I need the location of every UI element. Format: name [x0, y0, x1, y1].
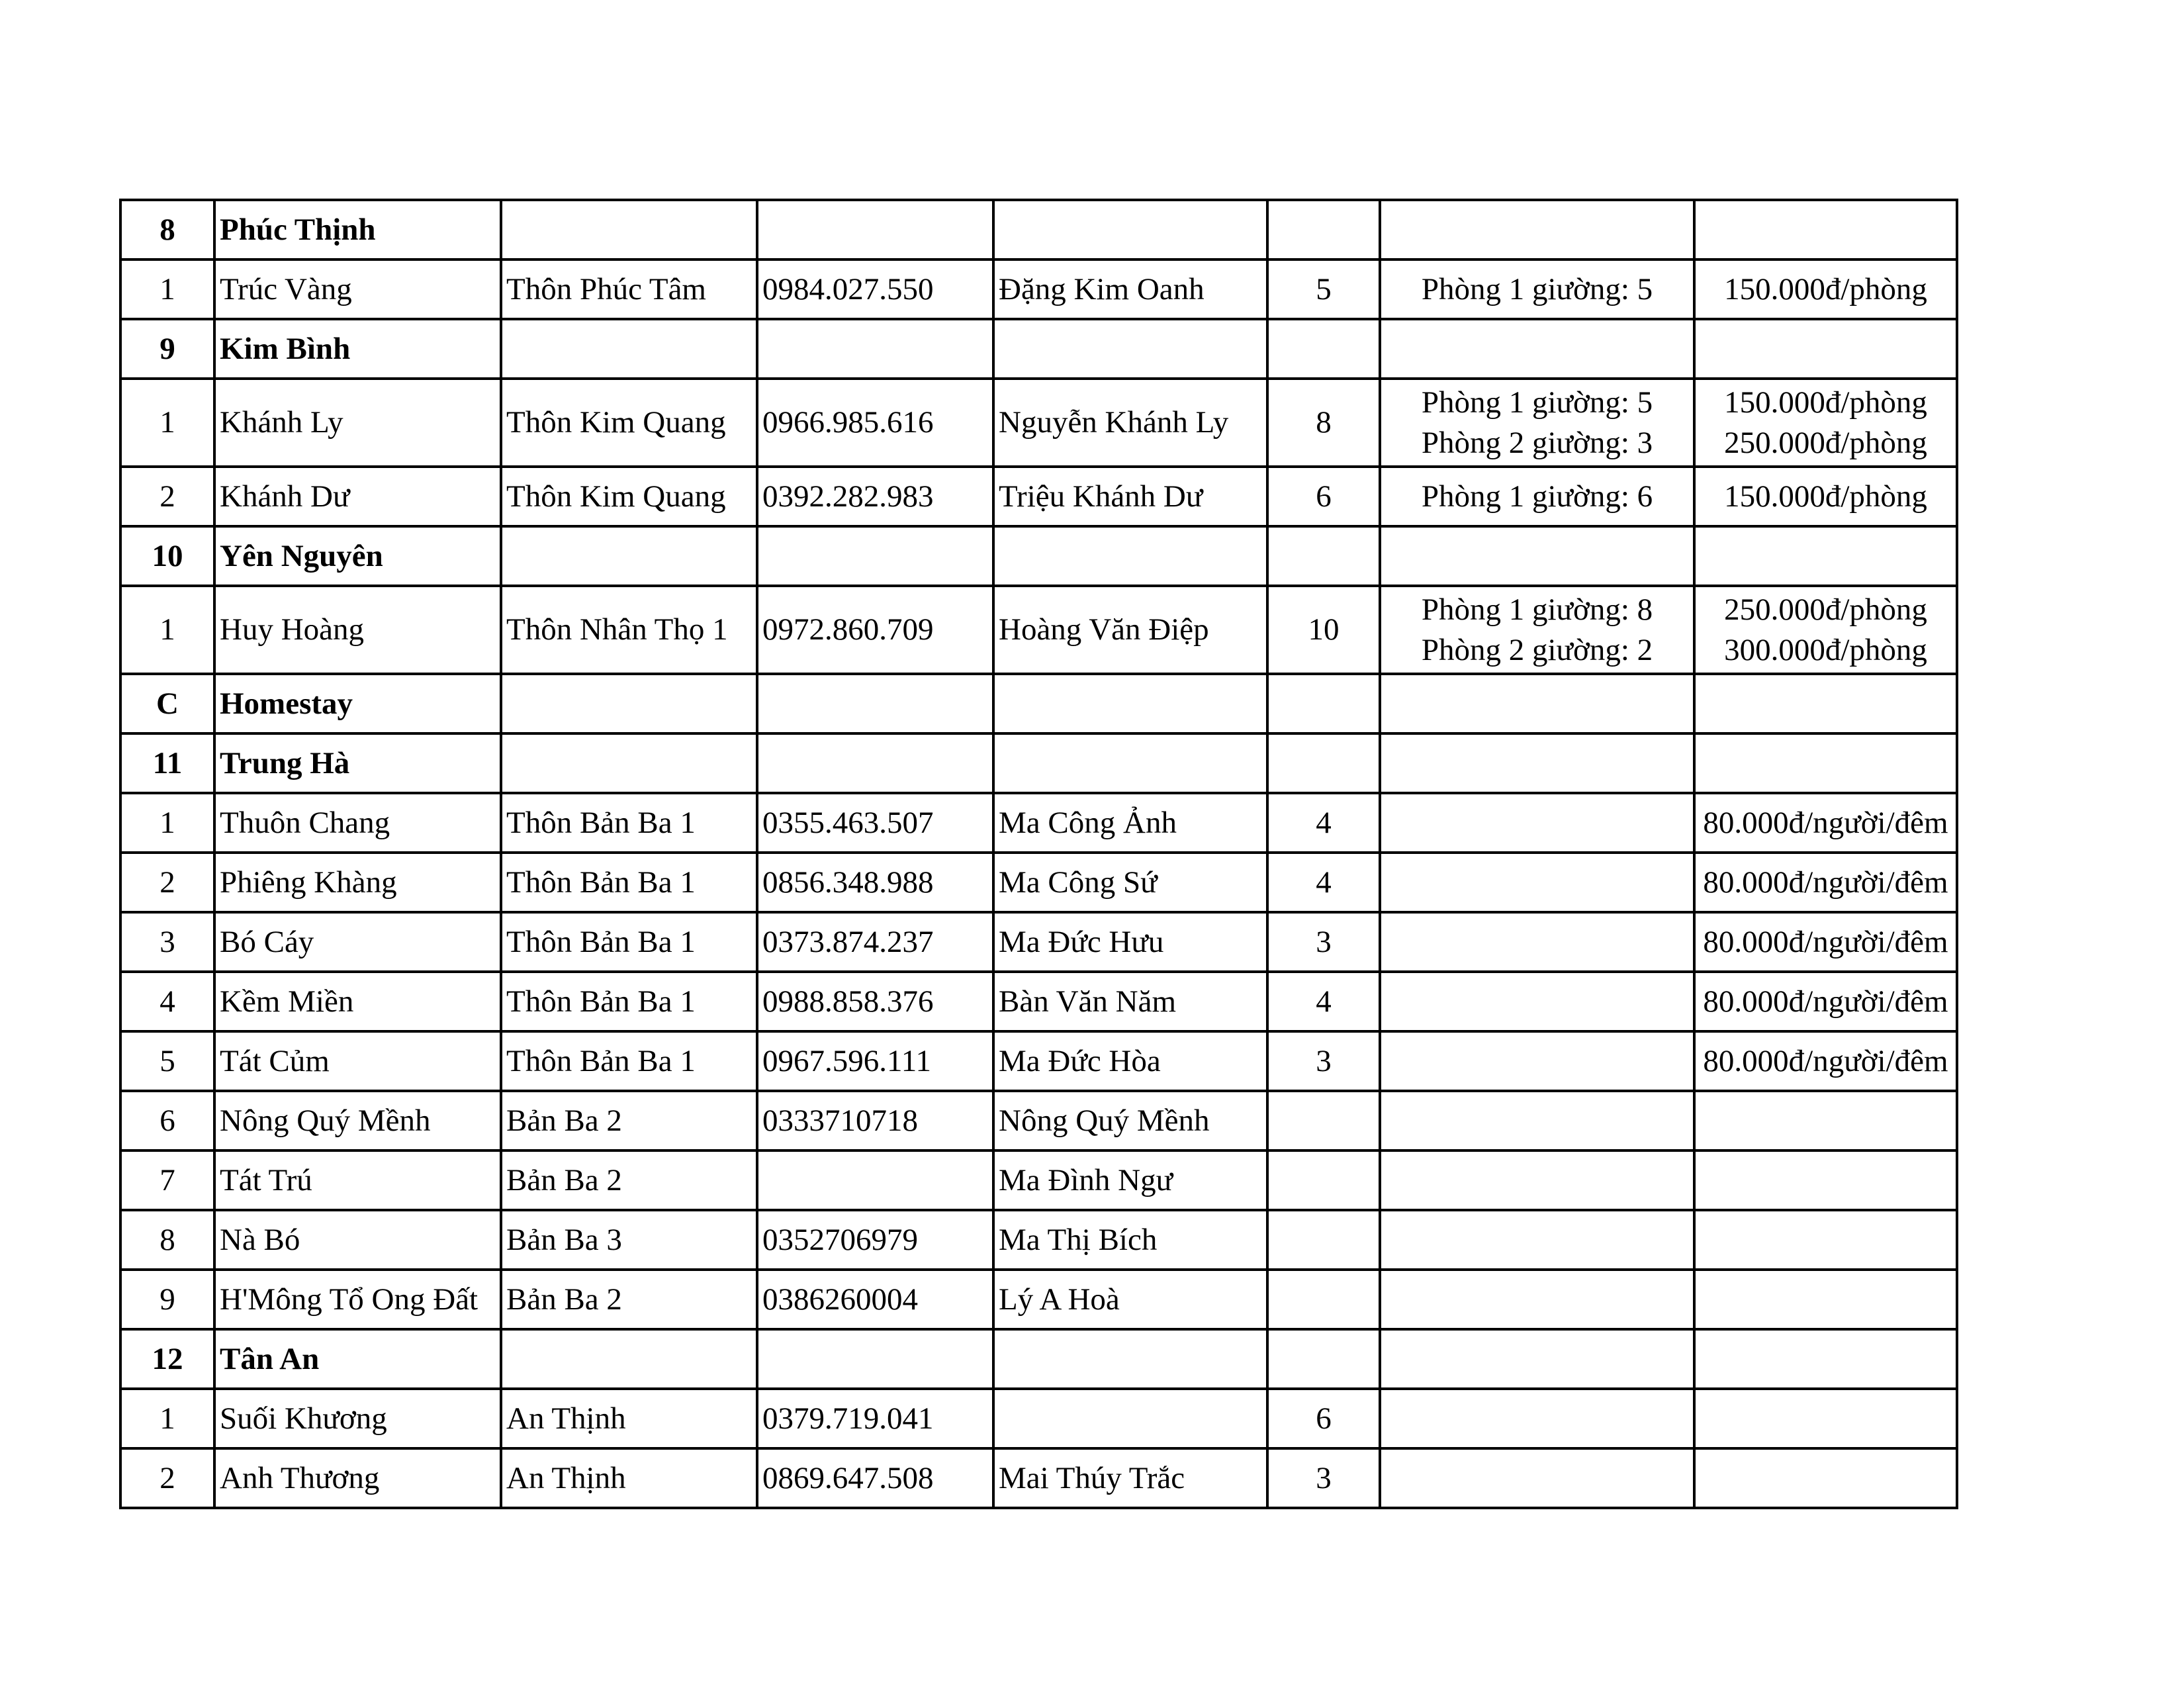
room-type-cell: [1380, 1270, 1694, 1329]
owner-cell: Hoàng Văn Điệp: [993, 586, 1267, 674]
empty-cell: [757, 319, 993, 379]
section-name: Yên Nguyên: [214, 526, 501, 586]
row-number: 6: [120, 1091, 214, 1150]
address-cell: Thôn Bản Ba 1: [501, 793, 757, 853]
address-cell: Thôn Bản Ba 1: [501, 912, 757, 972]
phone-cell: 0386260004: [757, 1270, 993, 1329]
phone-cell: 0972.860.709: [757, 586, 993, 674]
empty-cell: [757, 200, 993, 259]
empty-cell: [1694, 200, 1957, 259]
empty-cell: [993, 1329, 1267, 1389]
empty-cell: [501, 674, 757, 733]
room-count-cell: 4: [1267, 793, 1380, 853]
room-count-cell: 10: [1267, 586, 1380, 674]
place-name: Suối Khương: [214, 1389, 501, 1448]
address-cell: Thôn Nhân Thọ 1: [501, 586, 757, 674]
phone-cell: 0379.719.041: [757, 1389, 993, 1448]
empty-cell: [1694, 319, 1957, 379]
place-name: Nà Bó: [214, 1210, 501, 1270]
empty-cell: [1267, 733, 1380, 793]
place-name: H'Mông Tổ Ong Đất: [214, 1270, 501, 1329]
owner-cell: Bàn Văn Năm: [993, 972, 1267, 1031]
address-cell: Thôn Bản Ba 1: [501, 972, 757, 1031]
address-cell: Bản Ba 2: [501, 1091, 757, 1150]
section-row: [120, 674, 1957, 733]
room-type-cell: [1380, 586, 1694, 674]
place-name: Thuôn Chang: [214, 793, 501, 853]
room-type-line: Phòng 2 giường: 2: [1421, 632, 1653, 667]
phone-cell: 0984.027.550: [757, 259, 993, 319]
address-cell: Thôn Phúc Tâm: [501, 259, 757, 319]
empty-cell: [993, 674, 1267, 733]
address-cell: Bản Ba 2: [501, 1150, 757, 1210]
empty-cell: [501, 200, 757, 259]
room-count-cell: 4: [1267, 853, 1380, 912]
price-cell: [1694, 1210, 1957, 1270]
owner-cell: Ma Đức Hòa: [993, 1031, 1267, 1091]
phone-cell: 0373.874.237: [757, 912, 993, 972]
table-row: [120, 793, 1957, 853]
room-type-cell: [1380, 1150, 1694, 1210]
room-type-line: Phòng 2 giường: 3: [1421, 425, 1653, 460]
owner-cell: Lý A Hoà: [993, 1270, 1267, 1329]
room-count-cell: 5: [1267, 259, 1380, 319]
phone-cell: 0355.463.507: [757, 793, 993, 853]
price-line: 80.000đ/người/đêm: [1703, 984, 1948, 1019]
price-line: 250.000đ/phòng: [1724, 425, 1927, 460]
section-number: 8: [120, 200, 214, 259]
address-cell: Thôn Bản Ba 1: [501, 853, 757, 912]
address-cell: Thôn Bản Ba 1: [501, 1031, 757, 1091]
row-number: 3: [120, 912, 214, 972]
room-type-cell: [1380, 1448, 1694, 1508]
row-number: 2: [120, 853, 214, 912]
empty-cell: [501, 526, 757, 586]
price-line: 80.000đ/người/đêm: [1703, 924, 1948, 959]
room-count-cell: 6: [1267, 467, 1380, 526]
empty-cell: [757, 1329, 993, 1389]
owner-cell: Ma Đức Hưu: [993, 912, 1267, 972]
place-name: Phiêng Khàng: [214, 853, 501, 912]
section-name: Trung Hà: [214, 733, 501, 793]
row-number: 1: [120, 793, 214, 853]
empty-cell: [1267, 526, 1380, 586]
table-row: [120, 1270, 1957, 1329]
room-type-line: Phòng 1 giường: 5: [1421, 271, 1653, 306]
row-number: 1: [120, 1389, 214, 1448]
empty-cell: [757, 733, 993, 793]
row-number: 7: [120, 1150, 214, 1210]
row-number: 2: [120, 467, 214, 526]
price-cell: [1694, 1389, 1957, 1448]
room-count-cell: [1267, 1210, 1380, 1270]
phone-cell: 0967.596.111: [757, 1031, 993, 1091]
phone-cell: 0988.858.376: [757, 972, 993, 1031]
section-number: C: [120, 674, 214, 733]
empty-cell: [757, 674, 993, 733]
phone-cell: 0333710718: [757, 1091, 993, 1150]
room-type-cell: [1380, 1210, 1694, 1270]
section-number: 11: [120, 733, 214, 793]
place-name: Nông Quý Mềnh: [214, 1091, 501, 1150]
place-name: Khánh Dư: [214, 467, 501, 526]
row-number: 1: [120, 586, 214, 674]
empty-cell: [501, 1329, 757, 1389]
room-type-cell: [1380, 793, 1694, 853]
table-row: [120, 1389, 1957, 1448]
empty-cell: [501, 319, 757, 379]
section-name: Tân An: [214, 1329, 501, 1389]
row-number: 9: [120, 1270, 214, 1329]
price-cell: [1694, 972, 1957, 1031]
room-type-cell: [1380, 467, 1694, 526]
address-cell: An Thịnh: [501, 1389, 757, 1448]
place-name: Khánh Ly: [214, 379, 501, 467]
owner-cell: Đặng Kim Oanh: [993, 259, 1267, 319]
room-type-cell: [1380, 972, 1694, 1031]
place-name: Bó Cáy: [214, 912, 501, 972]
owner-cell: Nông Quý Mềnh: [993, 1091, 1267, 1150]
address-cell: Bản Ba 3: [501, 1210, 757, 1270]
table-row: [120, 972, 1957, 1031]
table-row: [120, 853, 1957, 912]
table-row: [120, 259, 1957, 319]
phone-cell: [757, 1150, 993, 1210]
section-row: [120, 319, 1957, 379]
section-name: Kim Bình: [214, 319, 501, 379]
room-type-line: Phòng 1 giường: 5: [1421, 385, 1653, 420]
row-number: 8: [120, 1210, 214, 1270]
place-name: Kềm Miền: [214, 972, 501, 1031]
empty-cell: [501, 733, 757, 793]
table-row: [120, 1448, 1957, 1508]
price-cell: [1694, 1270, 1957, 1329]
section-name: Homestay: [214, 674, 501, 733]
price-cell: [1694, 1448, 1957, 1508]
room-count-cell: [1267, 1150, 1380, 1210]
place-name: Tát Củm: [214, 1031, 501, 1091]
address-cell: Thôn Kim Quang: [501, 379, 757, 467]
empty-cell: [1380, 200, 1694, 259]
table-row: [120, 912, 1957, 972]
price-cell: [1694, 586, 1957, 674]
empty-cell: [1694, 674, 1957, 733]
room-count-cell: 3: [1267, 1448, 1380, 1508]
table-row: [120, 1150, 1957, 1210]
address-cell: An Thịnh: [501, 1448, 757, 1508]
owner-cell: Ma Đình Ngư: [993, 1150, 1267, 1210]
empty-cell: [757, 526, 993, 586]
empty-cell: [1380, 1329, 1694, 1389]
table-row: [120, 1210, 1957, 1270]
phone-cell: 0966.985.616: [757, 379, 993, 467]
price-cell: [1694, 379, 1957, 467]
room-type-cell: [1380, 259, 1694, 319]
table-row: [120, 1031, 1957, 1091]
room-count-cell: 3: [1267, 912, 1380, 972]
room-count-cell: [1267, 1270, 1380, 1329]
owner-cell: Mai Thúy Trắc: [993, 1448, 1267, 1508]
price-line: 80.000đ/người/đêm: [1703, 805, 1948, 840]
room-type-cell: [1380, 1091, 1694, 1150]
price-cell: [1694, 467, 1957, 526]
empty-cell: [1380, 526, 1694, 586]
empty-cell: [1380, 319, 1694, 379]
price-cell: [1694, 853, 1957, 912]
room-type-cell: [1380, 1389, 1694, 1448]
price-cell: [1694, 793, 1957, 853]
empty-cell: [1380, 733, 1694, 793]
empty-cell: [993, 200, 1267, 259]
price-line: 150.000đ/phòng: [1724, 479, 1927, 514]
owner-cell: [993, 1389, 1267, 1448]
owner-cell: Ma Thị Bích: [993, 1210, 1267, 1270]
row-number: 2: [120, 1448, 214, 1508]
section-row: [120, 1329, 1957, 1389]
empty-cell: [1267, 674, 1380, 733]
table-body: [120, 200, 1957, 1508]
section-number: 12: [120, 1329, 214, 1389]
room-count-cell: [1267, 1091, 1380, 1150]
owner-cell: Nguyễn Khánh Ly: [993, 379, 1267, 467]
room-count-cell: 3: [1267, 1031, 1380, 1091]
empty-cell: [993, 526, 1267, 586]
owner-cell: Triệu Khánh Dư: [993, 467, 1267, 526]
owner-cell: Ma Công Sứ: [993, 853, 1267, 912]
row-number: 5: [120, 1031, 214, 1091]
owner-cell: Ma Công Ảnh: [993, 793, 1267, 853]
phone-cell: 0352706979: [757, 1210, 993, 1270]
address-cell: Thôn Kim Quang: [501, 467, 757, 526]
place-name: Anh Thương: [214, 1448, 501, 1508]
price-line: 150.000đ/phòng: [1724, 271, 1927, 306]
table-row: [120, 586, 1957, 674]
phone-cell: 0392.282.983: [757, 467, 993, 526]
room-type-cell: [1380, 853, 1694, 912]
empty-cell: [1380, 674, 1694, 733]
row-number: 4: [120, 972, 214, 1031]
room-type-cell: [1380, 1031, 1694, 1091]
empty-cell: [1694, 526, 1957, 586]
section-number: 9: [120, 319, 214, 379]
empty-cell: [993, 733, 1267, 793]
row-number: 1: [120, 379, 214, 467]
price-line: 300.000đ/phòng: [1724, 632, 1927, 667]
phone-cell: 0869.647.508: [757, 1448, 993, 1508]
address-cell: Bản Ba 2: [501, 1270, 757, 1329]
price-line: 150.000đ/phòng: [1724, 385, 1927, 420]
empty-cell: [1267, 1329, 1380, 1389]
accommodation-table: [119, 199, 1958, 1509]
room-count-cell: 6: [1267, 1389, 1380, 1448]
price-line: 250.000đ/phòng: [1724, 592, 1927, 627]
price-line: 80.000đ/người/đêm: [1703, 865, 1948, 900]
section-row: [120, 733, 1957, 793]
phone-cell: 0856.348.988: [757, 853, 993, 912]
place-name: Trúc Vàng: [214, 259, 501, 319]
empty-cell: [1267, 319, 1380, 379]
empty-cell: [1694, 1329, 1957, 1389]
table-row: [120, 467, 1957, 526]
empty-cell: [1267, 200, 1380, 259]
price-cell: [1694, 1091, 1957, 1150]
price-cell: [1694, 259, 1957, 319]
price-cell: [1694, 912, 1957, 972]
section-number: 10: [120, 526, 214, 586]
room-count-cell: 4: [1267, 972, 1380, 1031]
place-name: Huy Hoàng: [214, 586, 501, 674]
price-cell: [1694, 1031, 1957, 1091]
section-name: Phúc Thịnh: [214, 200, 501, 259]
row-number: 1: [120, 259, 214, 319]
price-line: 80.000đ/người/đêm: [1703, 1043, 1948, 1078]
table-row: [120, 1091, 1957, 1150]
room-count-cell: 8: [1267, 379, 1380, 467]
table-row: [120, 379, 1957, 467]
room-type-line: Phòng 1 giường: 6: [1421, 479, 1653, 514]
place-name: Tát Trú: [214, 1150, 501, 1210]
price-cell: [1694, 1150, 1957, 1210]
room-type-cell: [1380, 912, 1694, 972]
section-row: [120, 200, 1957, 259]
room-type-cell: [1380, 379, 1694, 467]
room-type-line: Phòng 1 giường: 8: [1421, 592, 1653, 627]
empty-cell: [1694, 733, 1957, 793]
section-row: [120, 526, 1957, 586]
empty-cell: [993, 319, 1267, 379]
